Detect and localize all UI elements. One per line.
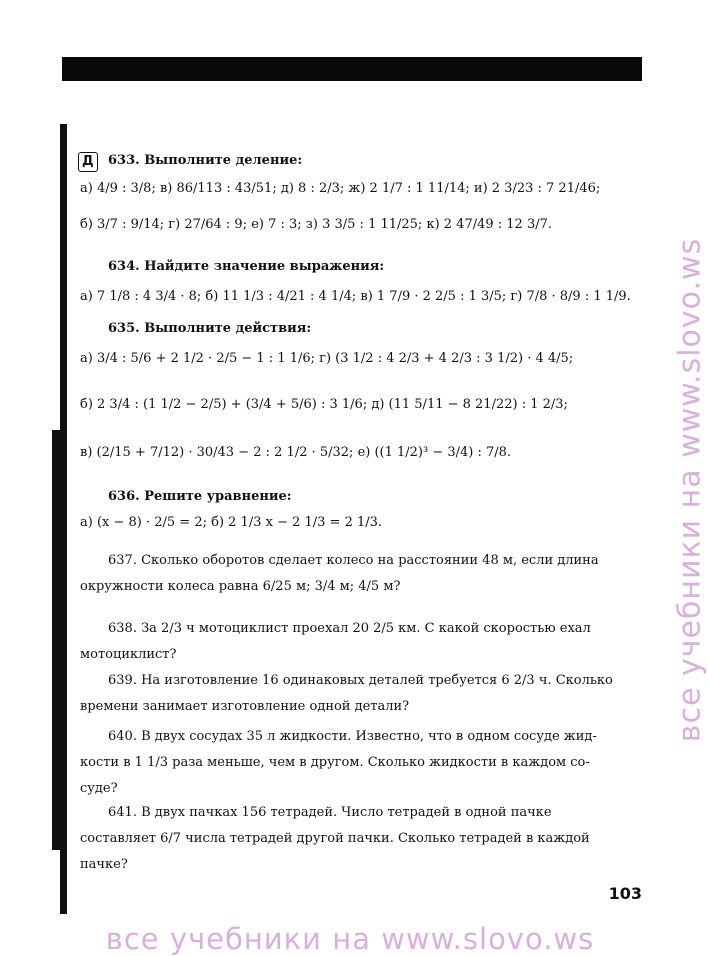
problem-635-title: 635. Выполните действия: xyxy=(108,321,312,336)
problem-637-line-1: 637. Сколько оборотов сделает колесо на расстоянии 48 м, если длина xyxy=(108,553,599,568)
problem-637-line-2: окружности колеса равна 6/25 м; 3/4 м; 4/5 м? xyxy=(80,579,401,594)
problem-641-line-2: составляет 6/7 числа тетрадей другой пачки. Сколько тетрадей в каждой xyxy=(80,831,590,846)
problem-641-line-3: пачке? xyxy=(80,857,128,872)
problem-639-line-1: 639. На изготовление 16 одинаковых деталей требуется 6 2/3 ч. Сколько xyxy=(108,673,613,688)
problem-635-row-2: б) 2 3/4 : (1 1/2 − 2/5) + (3/4 + 5/6) : 3 1/6; д) (11 5/11 − 8 21/22) : 1 2/3; xyxy=(80,397,568,412)
problem-633-row-1: а) 4/9 : 3/8; в) 86/113 : 43/51; д) 8 : 2/3; ж) 2 1/7 : 1 11/14; и) 2 3/23 : 7 21/46; xyxy=(80,181,601,196)
problem-633-title: 633. Выполните деление: xyxy=(108,153,303,168)
problem-638-line-2: мотоциклист? xyxy=(80,647,177,662)
top-black-bar xyxy=(62,57,642,81)
problem-635-row-3: в) (2/15 + 7/12) · 30/43 − 2 : 2 1/2 · 5/32; е) ((1 1/2)³ − 3/4) : 7/8. xyxy=(80,445,512,460)
problem-640-line-2: кости в 1 1/3 раза меньше, чем в другом. Сколько жидкости в каждом со- xyxy=(80,755,590,770)
left-margin-bar-lower xyxy=(52,430,64,850)
watermark-bottom: все учебники на www.slovo.ws xyxy=(105,922,595,956)
homework-badge: Д xyxy=(78,152,102,172)
problem-633-row-2: б) 3/7 : 9/14; г) 27/64 : 9; е) 7 : 3; з) 3 3/5 : 1 11/25; к) 2 47/49 : 12 3/7. xyxy=(80,217,553,232)
problem-639-line-2: времени занимает изготовление одной детали? xyxy=(80,699,410,714)
problem-636-row-1: а) (x − 8) · 2/5 = 2; б) 2 1/3 x − 2 1/3 = 2 1/3. xyxy=(80,515,383,530)
watermark-vertical: все учебники на www.slovo.ws xyxy=(672,237,708,743)
problem-640-line-1: 640. В двух сосудах 35 л жидкости. Известно, что в одном сосуде жид- xyxy=(108,729,597,744)
problem-636-title: 636. Решите уравнение: xyxy=(108,489,292,504)
problem-641-line-1: 641. В двух пачках 156 тетрадей. Число тетрадей в одной пачке xyxy=(108,805,552,820)
problem-638-line-1: 638. За 2/3 ч мотоциклист проехал 20 2/5 км. С какой скоростью ехал xyxy=(108,621,591,636)
problem-640-line-3: суде? xyxy=(80,781,118,796)
page-number: 103 xyxy=(608,884,642,903)
problem-634-title: 634. Найдите значение выражения: xyxy=(108,259,385,274)
problem-635-row-1: а) 3/4 : 5/6 + 2 1/2 · 2/5 − 1 : 1 1/6; г) (3 1/2 : 4 2/3 + 4 2/3 : 3 1/2) · 4 4/5; xyxy=(80,351,574,366)
problem-634-row-1: а) 7 1/8 : 4 3/4 · 8; б) 11 1/3 : 4/21 : 4 1/4; в) 1 7/9 · 2 2/5 : 1 3/5; г) 7/8 · 8/9 : 1 1/9. xyxy=(80,289,631,304)
